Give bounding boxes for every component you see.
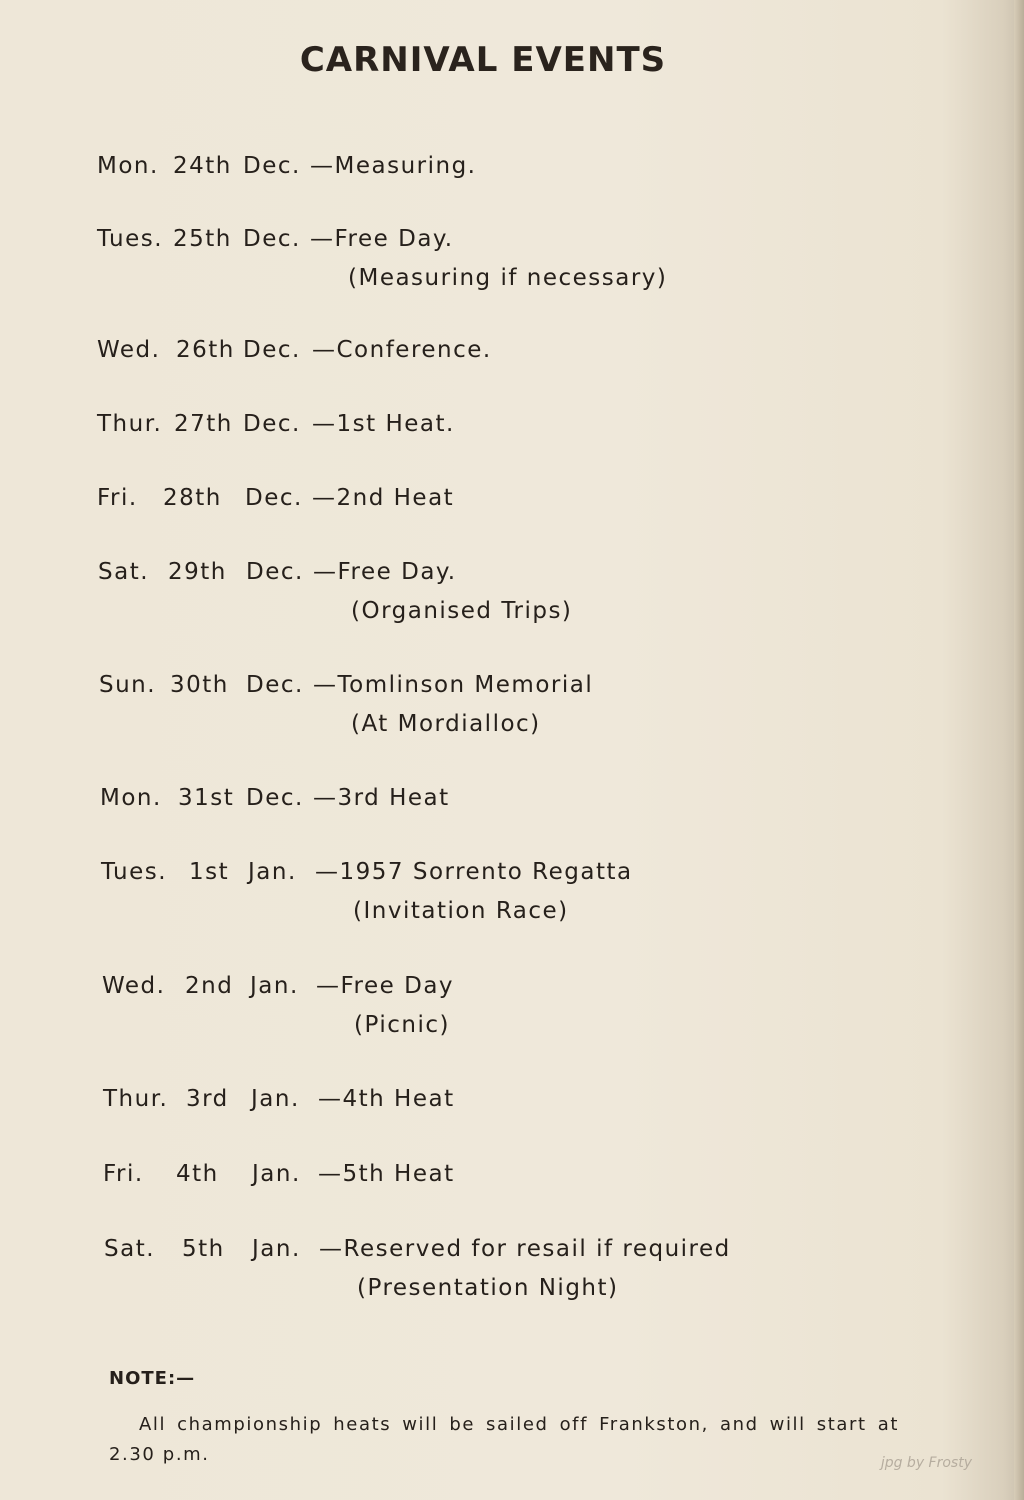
event-month: Jan. — [251, 1086, 300, 1112]
event-month: Dec. — [243, 153, 301, 179]
event-note: (Invitation Race) — [353, 898, 569, 924]
page-title: CARNIVAL EVENTS — [299, 40, 667, 80]
event-note: (At Mordialloc) — [351, 711, 541, 737]
event-description: —1st Heat. — [312, 411, 455, 437]
event-note: (Presentation Night) — [357, 1275, 619, 1301]
event-description: —4th Heat — [318, 1086, 455, 1112]
event-description: —Free Day — [316, 973, 455, 999]
event-description: —1957 Sorrento Regatta — [315, 859, 633, 885]
event-date: 27th — [174, 411, 233, 437]
event-description: —2nd Heat — [312, 485, 455, 511]
event-month: Jan. — [252, 1236, 301, 1262]
event-date: 26th — [176, 337, 235, 363]
event-day: Mon. — [100, 785, 162, 811]
event-note: (Picnic) — [354, 1012, 450, 1038]
event-day: Sun. — [99, 672, 157, 698]
event-month: Jan. — [252, 1161, 301, 1187]
event-month: Jan. — [250, 973, 299, 999]
event-month: Dec. — [245, 485, 303, 511]
event-month: Dec. — [243, 411, 301, 437]
event-date: 3rd — [186, 1086, 229, 1112]
event-date: 31st — [178, 785, 235, 811]
event-day: Wed. — [102, 973, 166, 999]
event-date: 28th — [163, 485, 222, 511]
event-day: Thur. — [97, 411, 163, 437]
note-text: All championship heats will be sailed off Frankston, and will start at 2.30 p.m. — [109, 1414, 899, 1465]
event-month: Dec. — [243, 226, 301, 252]
event-date: 29th — [168, 559, 227, 585]
event-date: 5th — [182, 1236, 225, 1262]
event-day: Fri. — [97, 485, 138, 511]
note-label: NOTE:— — [109, 1368, 196, 1389]
event-day: Tues. — [101, 859, 168, 885]
event-date: 4th — [176, 1161, 219, 1187]
event-note: (Organised Trips) — [351, 598, 573, 624]
event-day: Tues. — [97, 226, 164, 252]
event-date: 1st — [189, 859, 230, 885]
event-day: Mon. — [97, 153, 159, 179]
event-description: —Tomlinson Memorial — [313, 672, 594, 698]
event-month: Dec. — [246, 559, 304, 585]
event-day: Fri. — [103, 1161, 144, 1187]
event-month: Jan. — [248, 859, 297, 885]
event-date: 24th — [173, 153, 232, 179]
event-day: Sat. — [104, 1236, 156, 1262]
event-description: —Conference. — [312, 337, 492, 363]
event-date: 30th — [170, 672, 229, 698]
image-credit: jpg by Frosty — [880, 1455, 972, 1471]
event-month: Dec. — [246, 785, 304, 811]
event-description: —Free Day. — [313, 559, 457, 585]
event-description: —5th Heat — [318, 1161, 455, 1187]
event-date: 2nd — [185, 973, 234, 999]
event-month: Dec. — [246, 672, 304, 698]
event-day: Thur. — [103, 1086, 169, 1112]
event-description: —Measuring. — [310, 153, 477, 179]
event-note: (Measuring if necessary) — [348, 265, 668, 291]
event-day: Sat. — [98, 559, 150, 585]
event-description: —Free Day. — [310, 226, 454, 252]
event-description: —3rd Heat — [313, 785, 450, 811]
event-description: —Reserved for resail if required — [319, 1236, 731, 1262]
event-day: Wed. — [97, 337, 161, 363]
event-month: Dec. — [243, 337, 301, 363]
event-date: 25th — [173, 226, 232, 252]
